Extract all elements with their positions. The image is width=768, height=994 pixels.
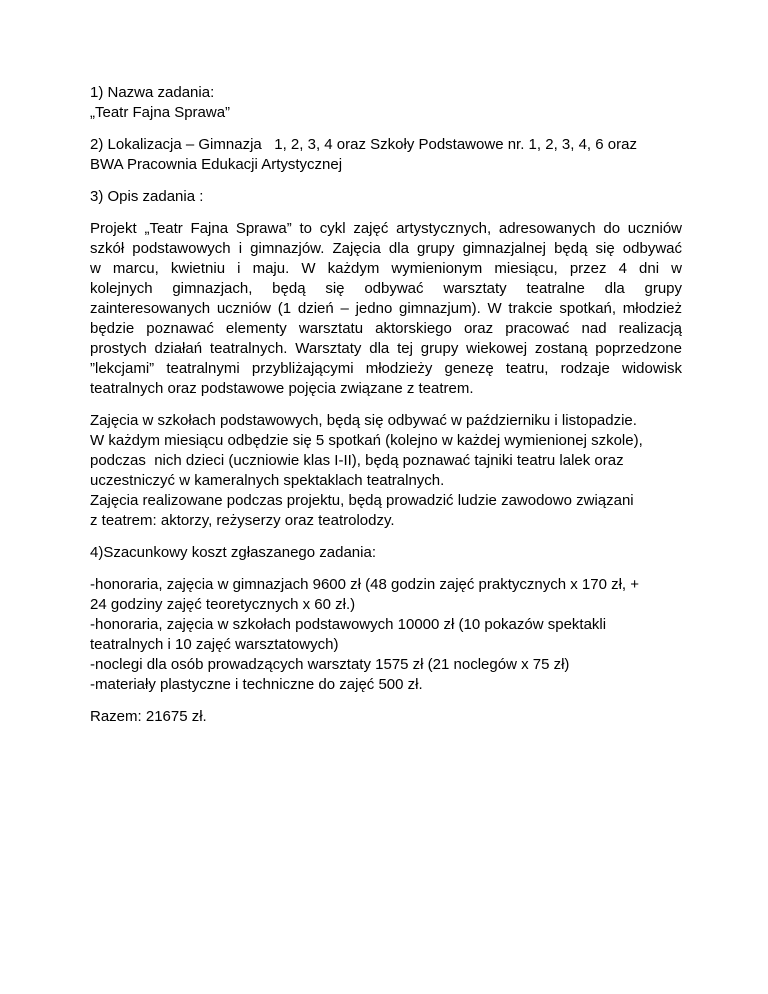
paragraph-line: zainteresowanych uczniów (1 dzień – jedno gimnazjum). W trakcie spotkań, młodzież — [90, 300, 682, 317]
location-line-2: BWA Pracownia Edukacji Artystycznej — [90, 156, 343, 173]
section-description-heading — [90, 187, 682, 207]
section-location — [90, 135, 682, 175]
paragraph-line: prostych działań teatralnych. Warsztaty dla tej grupy wiekowej zostaną poprzedzone — [90, 340, 682, 357]
paragraph-line: kolejnych gimnazjach, będą się odbywać warsztaty teatralne dla grupy — [90, 280, 682, 297]
paragraph-line: Projekt „Teatr Fajna Sprawa” to cykl zajęć artystycznych, adresowanych do uczniów — [90, 220, 682, 237]
paragraph-line: teatralnych oraz podstawowe pojęcia związane z teatrem. — [90, 380, 474, 397]
cost-line: teatralnych i 10 zajęć warsztatowych) — [90, 636, 339, 653]
paragraph-line: W każdym miesiącu odbędzie się 5 spotkań (kolejno w każdej wymienionej szkole), — [90, 432, 643, 449]
paragraph-line: uczestniczyć w kameralnych spektaklach teatralnych. — [90, 472, 445, 489]
paragraph-line: podczas nich dzieci (uczniowie klas I-II), będą poznawać tajniki teatru lalek oraz — [90, 452, 624, 469]
cost-line: 24 godziny zajęć teoretycznych x 60 zł.) — [90, 596, 356, 613]
cost-heading: 4)Szacunkowy koszt zgłaszanego zadania: — [90, 544, 376, 561]
description-paragraph-1 — [90, 219, 682, 399]
paragraph-line: w marcu, kwietniu i maju. W każdym wymienionym miesiącu, przez 4 dni w — [90, 260, 682, 277]
cost-line: -honoraria, zajęcia w gimnazjach 9600 zł (48 godzin zajęć praktycznych x 170 zł, + — [90, 576, 640, 593]
location-line-1: 2) Lokalizacja – Gimnazja 1, 2, 3, 4 oraz Szkoły Podstawowe nr. 1, 2, 3, 4, 6 oraz — [90, 136, 637, 153]
section-task-name — [90, 83, 682, 123]
paragraph-line: Zajęcia w szkołach podstawowych, będą się odbywać w październiku i listopadzie. — [90, 412, 637, 429]
cost-line: -materiały plastyczne i techniczne do zajęć 500 zł. — [90, 676, 423, 693]
document-page — [90, 83, 682, 739]
cost-line: -noclegi dla osób prowadzących warsztaty 1575 zł (21 noclegów x 75 zł) — [90, 656, 570, 673]
cost-list — [90, 575, 682, 695]
paragraph-line: szkół podstawowych i gimnazjów. Zajęcia dla grupy gimnazjalnej będą się odbywać — [90, 240, 682, 257]
paragraph-line: Zajęcia realizowane podczas projektu, będą prowadzić ludzie zawodowo związani — [90, 492, 634, 509]
description-heading: 3) Opis zadania : — [90, 188, 204, 205]
total-cost: Razem: 21675 zł. — [90, 708, 207, 725]
paragraph-line: z teatrem: aktorzy, reżyserzy oraz teatrolodzy. — [90, 512, 395, 529]
cost-line: -honoraria, zajęcia w szkołach podstawowych 10000 zł (10 pokazów spektakli — [90, 616, 607, 633]
task-name-heading: 1) Nazwa zadania: — [90, 84, 215, 101]
paragraph-line: ”lekcjami” teatralnymi przybliżającymi młodzieży genezę teatru, rodzaje widowisk — [90, 360, 682, 377]
paragraph-line: będzie poznawać elementy warsztatu aktorskiego oraz pracować nad realizacją — [90, 320, 682, 337]
section-cost-heading — [90, 543, 682, 563]
description-paragraph-2 — [90, 411, 682, 531]
task-title: „Teatr Fajna Sprawa” — [90, 104, 231, 121]
section-total — [90, 707, 682, 727]
